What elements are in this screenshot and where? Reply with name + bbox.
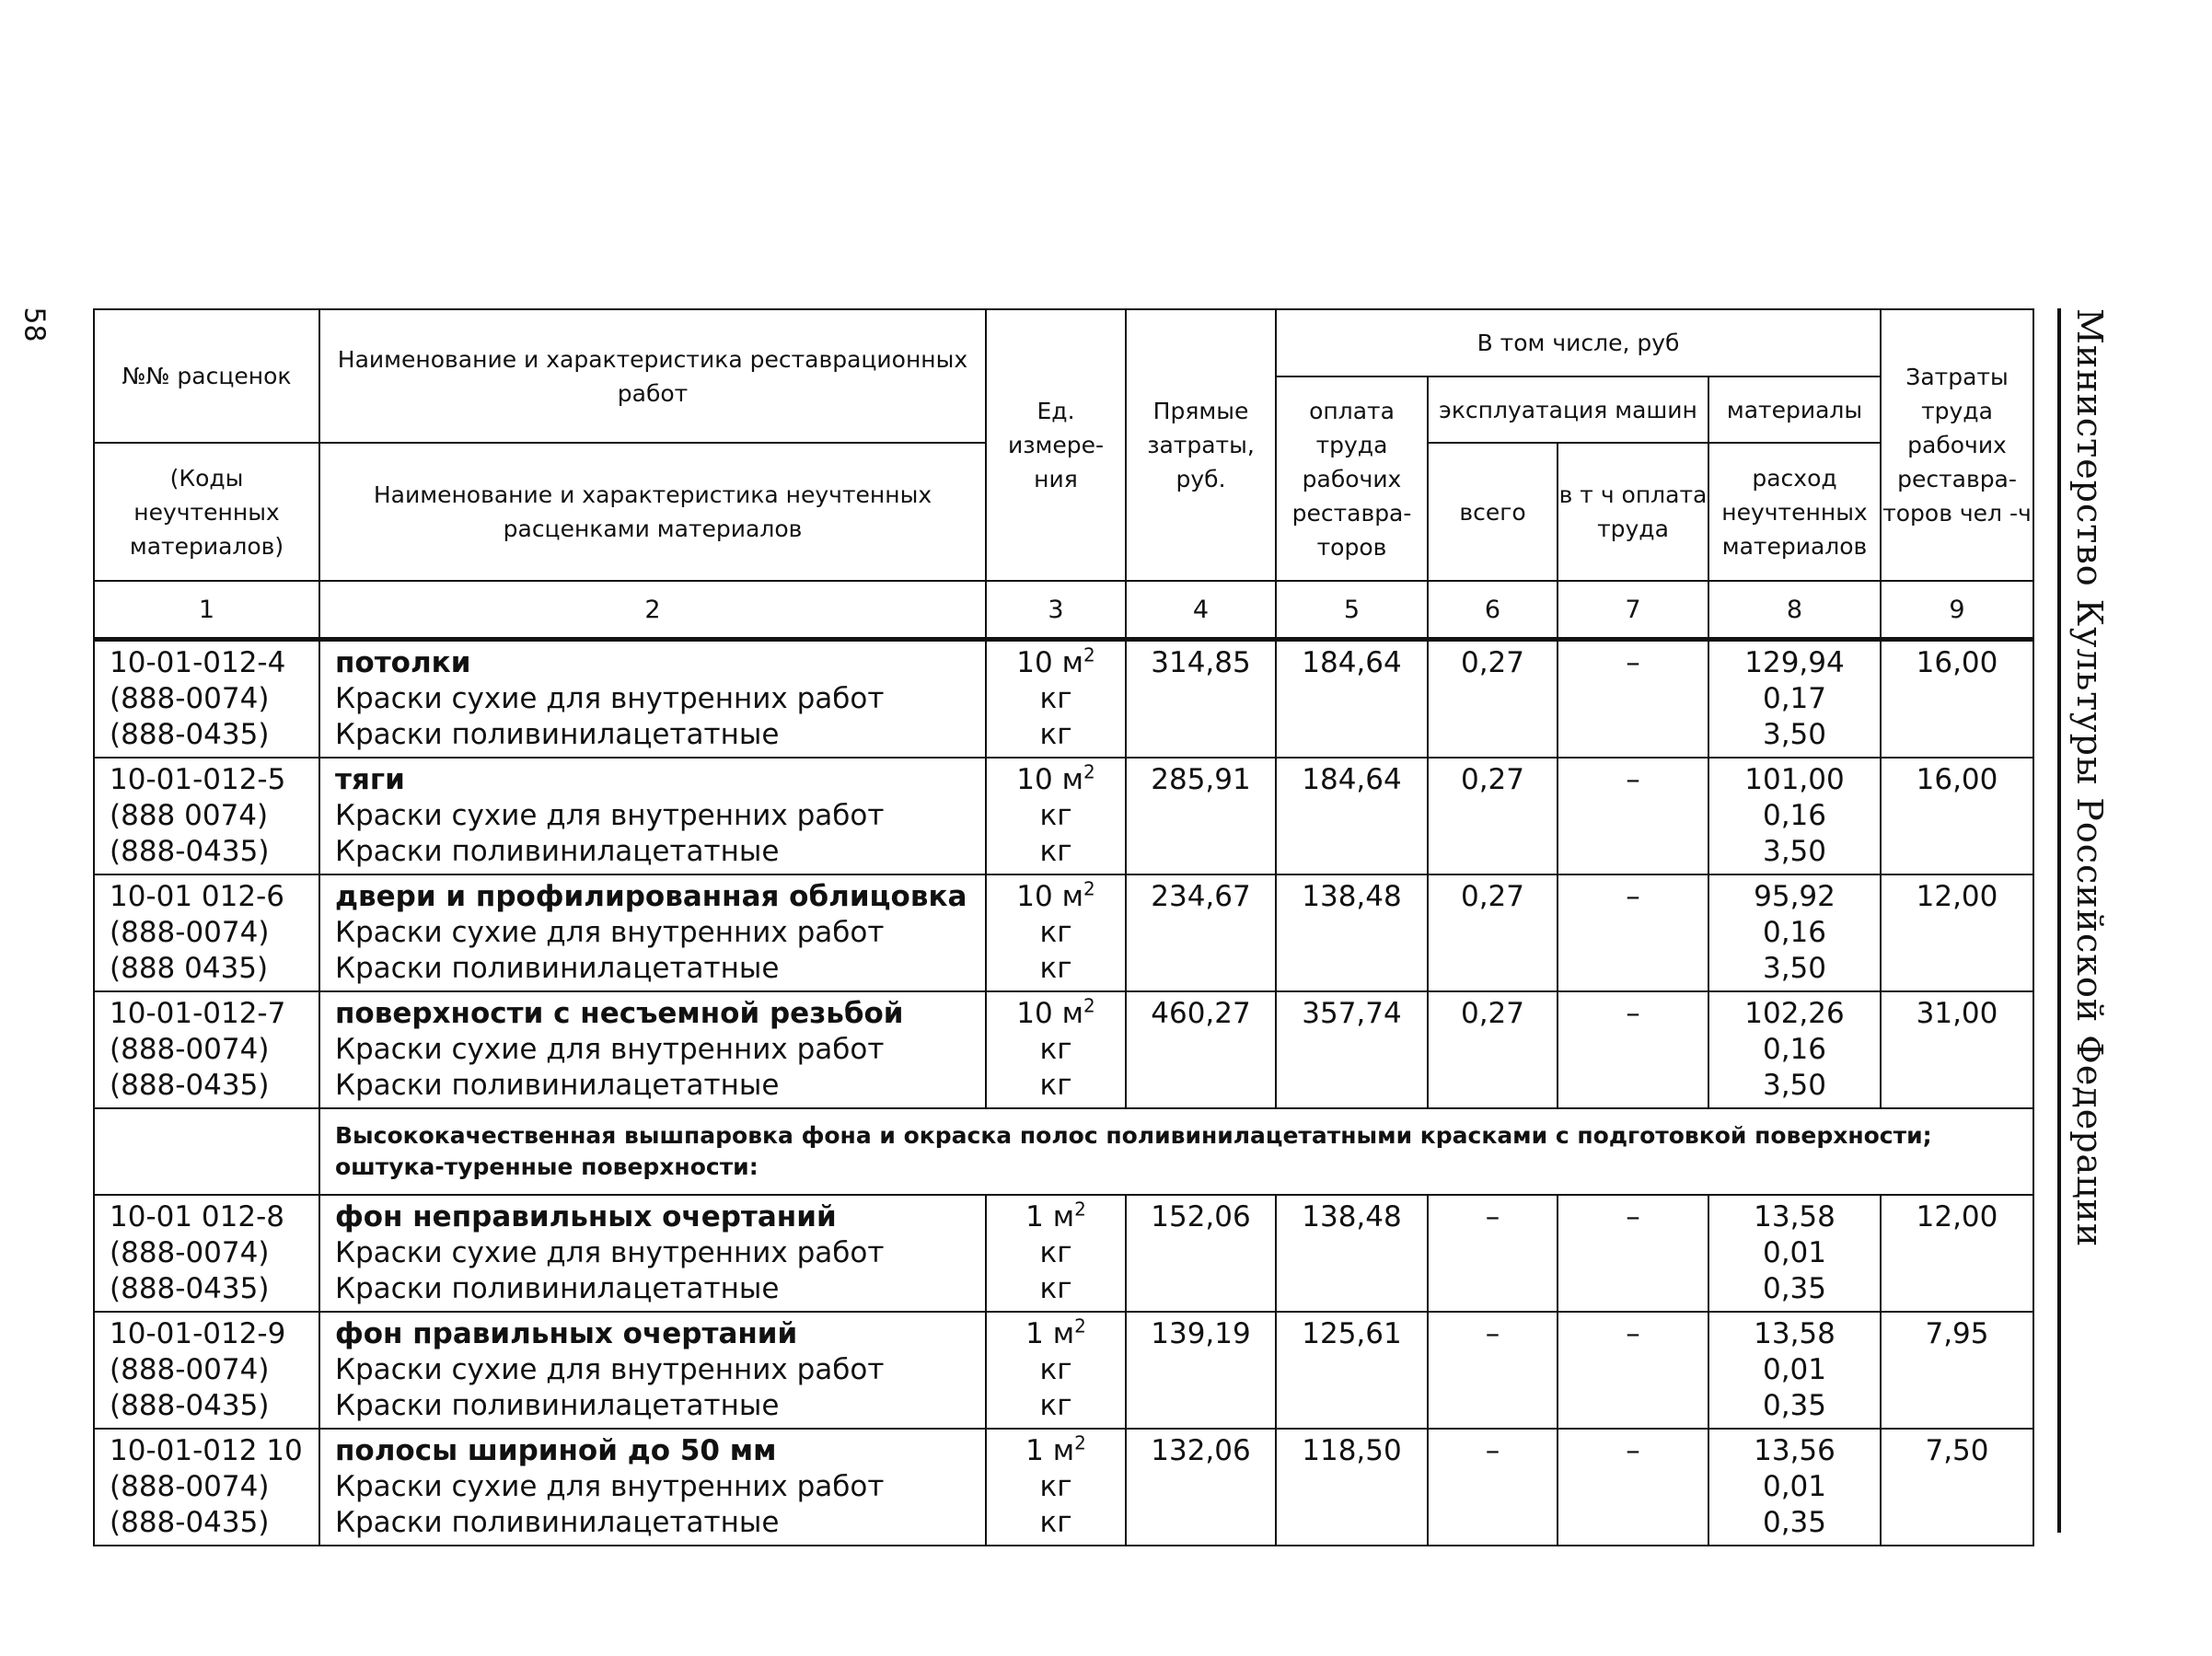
labor-pay-cell — [1276, 640, 1428, 759]
column-number: 7 — [1558, 581, 1708, 640]
material-usage: 3,50 — [1762, 835, 1827, 868]
direct-costs-cell — [1126, 1195, 1276, 1312]
unit: 10 м — [1016, 646, 1083, 679]
work-name-cell — [319, 640, 986, 759]
labor-hours: 31,00 — [1916, 997, 1998, 1030]
machines-labor-cell — [1558, 758, 1708, 874]
material-name: Краски сухие для внутренних работ — [335, 916, 885, 949]
header-material-codes: (Коды неучтенных материалов) — [94, 443, 319, 581]
work-name: фон неправильных очертаний — [335, 1200, 837, 1233]
materials-cost: 13,56 — [1754, 1434, 1836, 1467]
header-direct-costs: Прямые затраты, руб. — [1126, 309, 1276, 581]
unit-cell — [986, 1429, 1126, 1546]
direct-costs: 460,27 — [1151, 997, 1251, 1030]
machines-total-cell — [1428, 1429, 1558, 1546]
rate-code: 10-01-012-5 — [110, 763, 286, 796]
material-name: Краски поливинилацетатные — [335, 1069, 780, 1102]
unit-exponent: 2 — [1083, 996, 1095, 1017]
work-name: потолки — [335, 646, 471, 679]
table-row — [94, 758, 2033, 874]
table-row — [94, 991, 2033, 1108]
work-name-cell — [319, 1429, 986, 1546]
machines-total: 0,27 — [1460, 646, 1525, 679]
material-name: Краски поливинилацетатные — [335, 835, 780, 868]
labor-pay: 138,48 — [1302, 880, 1402, 913]
material-usage: 0,01 — [1762, 1236, 1827, 1269]
material-name: Краски поливинилацетатные — [335, 718, 780, 751]
unit-exponent: 2 — [1083, 762, 1095, 783]
rate-codes-cell — [94, 991, 319, 1108]
material-usage: 0,16 — [1762, 799, 1827, 832]
labor-pay-cell — [1276, 991, 1428, 1108]
material-code: (888-0435) — [110, 835, 270, 868]
table-row — [94, 640, 2033, 759]
work-name-cell — [319, 991, 986, 1108]
header-labor-hours: Затраты труда рабочих реставра-торов чел -ч — [1881, 309, 2033, 581]
material-name: Краски сухие для внутренних работ — [335, 1470, 885, 1503]
material-code: (888-0074) — [110, 1470, 270, 1503]
work-name: полосы шириной до 50 мм — [335, 1434, 777, 1467]
material-code: (888-0074) — [110, 682, 270, 715]
material-name: Краски сухие для внутренних работ — [335, 682, 885, 715]
machines-labor: – — [1626, 1317, 1640, 1350]
header-material-names: Наименование и характеристика неучтенных расценками материалов — [319, 443, 986, 581]
material-code: (888-0435) — [110, 1389, 270, 1422]
unit: 1 м — [1025, 1200, 1075, 1233]
labor-hours-cell — [1881, 640, 2033, 759]
column-number: 2 — [319, 581, 986, 640]
material-unit: кг — [1039, 1470, 1072, 1503]
column-number: 3 — [986, 581, 1126, 640]
column-number: 5 — [1276, 581, 1428, 640]
unit: 1 м — [1025, 1317, 1075, 1350]
unit-cell — [986, 1312, 1126, 1429]
materials-cell — [1708, 874, 1881, 991]
side-title: Министерство Культуры Российской Федерации — [2069, 308, 2110, 1248]
labor-hours: 7,95 — [1925, 1317, 1989, 1350]
labor-hours: 7,50 — [1925, 1434, 1989, 1467]
machines-total-cell — [1428, 874, 1558, 991]
material-usage: 0,16 — [1762, 1033, 1827, 1066]
column-number: 4 — [1126, 581, 1276, 640]
material-usage: 0,17 — [1762, 682, 1827, 715]
column-number: 1 — [94, 581, 319, 640]
material-usage: 0,35 — [1762, 1506, 1827, 1539]
materials-cell — [1708, 1429, 1881, 1546]
direct-costs-cell — [1126, 874, 1276, 991]
machines-total: 0,27 — [1460, 997, 1525, 1030]
unit-cell — [986, 991, 1126, 1108]
header-machines-total: всего — [1428, 443, 1558, 581]
material-usage: 0,35 — [1762, 1272, 1827, 1305]
labor-hours-cell — [1881, 758, 2033, 874]
direct-costs: 132,06 — [1151, 1434, 1251, 1467]
rate-codes-cell — [94, 874, 319, 991]
material-code: (888-0435) — [110, 1272, 270, 1305]
labor-hours-cell — [1881, 1429, 2033, 1546]
table-row — [94, 1429, 2033, 1546]
material-code: (888-0435) — [110, 718, 270, 751]
labor-pay: 138,48 — [1302, 1200, 1402, 1233]
rate-codes-cell — [94, 1195, 319, 1312]
machines-labor: – — [1626, 1200, 1640, 1233]
header-machines-labor: в т ч оплата труда — [1558, 443, 1708, 581]
material-unit: кг — [1039, 718, 1072, 751]
material-name: Краски сухие для внутренних работ — [335, 1236, 885, 1269]
rates-group-1 — [94, 640, 2033, 1109]
labor-pay: 184,64 — [1302, 646, 1402, 679]
machines-labor: – — [1626, 763, 1640, 796]
materials-cost: 102,26 — [1744, 997, 1845, 1030]
materials-cost: 101,00 — [1744, 763, 1845, 796]
rate-codes-cell — [94, 1312, 319, 1429]
machines-labor: – — [1626, 997, 1640, 1030]
rate-code: 10-01 012-8 — [110, 1200, 285, 1233]
material-unit: кг — [1039, 1033, 1072, 1066]
material-code: (888-0074) — [110, 1033, 270, 1066]
direct-costs: 152,06 — [1151, 1200, 1251, 1233]
section-header — [94, 1108, 2033, 1195]
material-usage: 0,35 — [1762, 1389, 1827, 1422]
section-empty-cell — [94, 1108, 319, 1195]
material-code: (888 0435) — [110, 952, 269, 985]
material-unit: кг — [1039, 1506, 1072, 1539]
column-number: 8 — [1708, 581, 1881, 640]
rate-code: 10-01-012-7 — [110, 997, 286, 1030]
machines-labor-cell — [1558, 640, 1708, 759]
header-labor-pay: оплата труда рабочих реставра-торов — [1276, 376, 1428, 581]
material-unit: кг — [1039, 1272, 1072, 1305]
column-number: 6 — [1428, 581, 1558, 640]
unit: 1 м — [1025, 1434, 1075, 1467]
materials-cell — [1708, 1312, 1881, 1429]
unit-exponent: 2 — [1074, 1316, 1086, 1338]
header-rate-numbers: №№ расценок — [94, 309, 319, 443]
labor-hours-cell — [1881, 874, 2033, 991]
unit: 10 м — [1016, 997, 1083, 1030]
machines-total-cell — [1428, 640, 1558, 759]
machines-total-cell — [1428, 1312, 1558, 1429]
header-materials-usage: расход неучтенных материалов — [1708, 443, 1881, 581]
labor-pay: 118,50 — [1302, 1434, 1402, 1467]
material-unit: кг — [1039, 1236, 1072, 1269]
work-name: фон правильных очертаний — [335, 1317, 798, 1350]
material-name: Краски поливинилацетатные — [335, 952, 780, 985]
material-usage: 0,01 — [1762, 1353, 1827, 1386]
machines-labor-cell — [1558, 991, 1708, 1108]
machines-total: – — [1485, 1434, 1500, 1467]
material-name: Краски поливинилацетатные — [335, 1506, 780, 1539]
header-materials: материалы — [1708, 376, 1881, 443]
material-usage: 0,16 — [1762, 916, 1827, 949]
unit-cell — [986, 874, 1126, 991]
machines-labor: – — [1626, 880, 1640, 913]
materials-cost: 13,58 — [1754, 1317, 1836, 1350]
work-name: двери и профилированная облицовка — [335, 880, 967, 913]
rate-code: 10-01-012-9 — [110, 1317, 286, 1350]
table-row — [94, 1195, 2033, 1312]
machines-labor-cell — [1558, 874, 1708, 991]
material-usage: 0,01 — [1762, 1470, 1827, 1503]
labor-hours-cell — [1881, 1312, 2033, 1429]
direct-costs-cell — [1126, 758, 1276, 874]
unit: 10 м — [1016, 763, 1083, 796]
rates-group-2 — [94, 1195, 2033, 1546]
direct-costs-cell — [1126, 991, 1276, 1108]
material-name: Краски сухие для внутренних работ — [335, 799, 885, 832]
header-work-name: Наименование и характеристика реставрационных работ — [319, 309, 986, 443]
machines-labor: – — [1626, 646, 1640, 679]
material-name: Краски сухие для внутренних работ — [335, 1353, 885, 1386]
material-unit: кг — [1039, 835, 1072, 868]
material-unit: кг — [1039, 1069, 1072, 1102]
material-code: (888-0074) — [110, 1236, 270, 1269]
materials-cost: 13,58 — [1754, 1200, 1836, 1233]
material-unit: кг — [1039, 1389, 1072, 1422]
material-code: (888-0435) — [110, 1069, 270, 1102]
material-name: Краски поливинилацетатные — [335, 1389, 780, 1422]
column-number: 9 — [1881, 581, 2033, 640]
unit-exponent: 2 — [1074, 1433, 1086, 1454]
labor-pay-cell — [1276, 1195, 1428, 1312]
labor-hours-cell — [1881, 991, 2033, 1108]
machines-total: – — [1485, 1200, 1500, 1233]
rate-codes-cell — [94, 1429, 319, 1546]
material-code: (888-0074) — [110, 1353, 270, 1386]
material-code: (888-0074) — [110, 916, 270, 949]
direct-costs: 234,67 — [1151, 880, 1251, 913]
rate-code: 10-01-012-4 — [110, 646, 286, 679]
labor-pay: 125,61 — [1302, 1317, 1402, 1350]
labor-pay: 184,64 — [1302, 763, 1402, 796]
materials-cost: 95,92 — [1754, 880, 1836, 913]
side-rule — [2057, 308, 2061, 1533]
rate-codes-cell — [94, 758, 319, 874]
unit-exponent: 2 — [1083, 645, 1095, 666]
direct-costs: 285,91 — [1151, 763, 1251, 796]
material-unit: кг — [1039, 682, 1072, 715]
direct-costs-cell — [1126, 1429, 1276, 1546]
rate-code: 10-01-012 10 — [110, 1434, 303, 1467]
unit-exponent: 2 — [1074, 1199, 1086, 1221]
materials-cell — [1708, 758, 1881, 874]
unit-exponent: 2 — [1083, 879, 1095, 900]
labor-hours: 16,00 — [1916, 763, 1998, 796]
column-number-row — [94, 581, 2033, 640]
labor-pay-cell — [1276, 758, 1428, 874]
unit-cell — [986, 640, 1126, 759]
work-name-cell — [319, 874, 986, 991]
material-unit: кг — [1039, 799, 1072, 832]
material-usage: 3,50 — [1762, 718, 1827, 751]
work-name-cell — [319, 1312, 986, 1429]
machines-total: – — [1485, 1317, 1500, 1350]
material-name: Краски поливинилацетатные — [335, 1272, 780, 1305]
table-row — [94, 1312, 2033, 1429]
materials-cost: 129,94 — [1744, 646, 1845, 679]
page-number: 58 — [17, 307, 51, 342]
unit: 10 м — [1016, 880, 1083, 913]
work-name: тяги — [335, 763, 405, 796]
unit-cell — [986, 758, 1126, 874]
machines-total: 0,27 — [1460, 880, 1525, 913]
direct-costs-cell — [1126, 1312, 1276, 1429]
materials-cell — [1708, 1195, 1881, 1312]
material-usage: 3,50 — [1762, 1069, 1827, 1102]
material-unit: кг — [1039, 916, 1072, 949]
table-row — [94, 874, 2033, 991]
labor-pay-cell — [1276, 1312, 1428, 1429]
material-code: (888 0074) — [110, 799, 269, 832]
material-unit: кг — [1039, 1353, 1072, 1386]
material-usage: 3,50 — [1762, 952, 1827, 985]
rate-code: 10-01 012-6 — [110, 880, 285, 913]
materials-cell — [1708, 991, 1881, 1108]
machines-total-cell — [1428, 1195, 1558, 1312]
labor-pay-cell — [1276, 874, 1428, 991]
section-title: Высококачественная вышпаровка фона и окраска полос поливинилацетатными красками с подготовкой поверхности; оштука-туренные поверхности: — [319, 1108, 2033, 1195]
labor-hours-cell — [1881, 1195, 2033, 1312]
work-name: поверхности с несъемной резьбой — [335, 997, 904, 1030]
header-including-group: В том числе, руб — [1276, 309, 1881, 376]
work-name-cell — [319, 758, 986, 874]
labor-pay-cell — [1276, 1429, 1428, 1546]
direct-costs-cell — [1126, 640, 1276, 759]
labor-hours: 12,00 — [1916, 1200, 1998, 1233]
direct-costs: 139,19 — [1151, 1317, 1251, 1350]
header-unit: Ед. измере-ния — [986, 309, 1126, 581]
materials-cell — [1708, 640, 1881, 759]
machines-total: 0,27 — [1460, 763, 1525, 796]
labor-hours: 12,00 — [1916, 880, 1998, 913]
direct-costs: 314,85 — [1151, 646, 1251, 679]
unit-cell — [986, 1195, 1126, 1312]
machines-labor: – — [1626, 1434, 1640, 1467]
work-name-cell — [319, 1195, 986, 1312]
material-code: (888-0435) — [110, 1506, 270, 1539]
machines-labor-cell — [1558, 1195, 1708, 1312]
rates-table — [93, 308, 2034, 1546]
material-name: Краски сухие для внутренних работ — [335, 1033, 885, 1066]
machines-labor-cell — [1558, 1429, 1708, 1546]
header-machines: эксплуатация машин — [1428, 376, 1708, 443]
labor-pay: 357,74 — [1302, 997, 1402, 1030]
machines-total-cell — [1428, 758, 1558, 874]
rate-codes-cell — [94, 640, 319, 759]
machines-labor-cell — [1558, 1312, 1708, 1429]
labor-hours: 16,00 — [1916, 646, 1998, 679]
material-unit: кг — [1039, 952, 1072, 985]
machines-total-cell — [1428, 991, 1558, 1108]
